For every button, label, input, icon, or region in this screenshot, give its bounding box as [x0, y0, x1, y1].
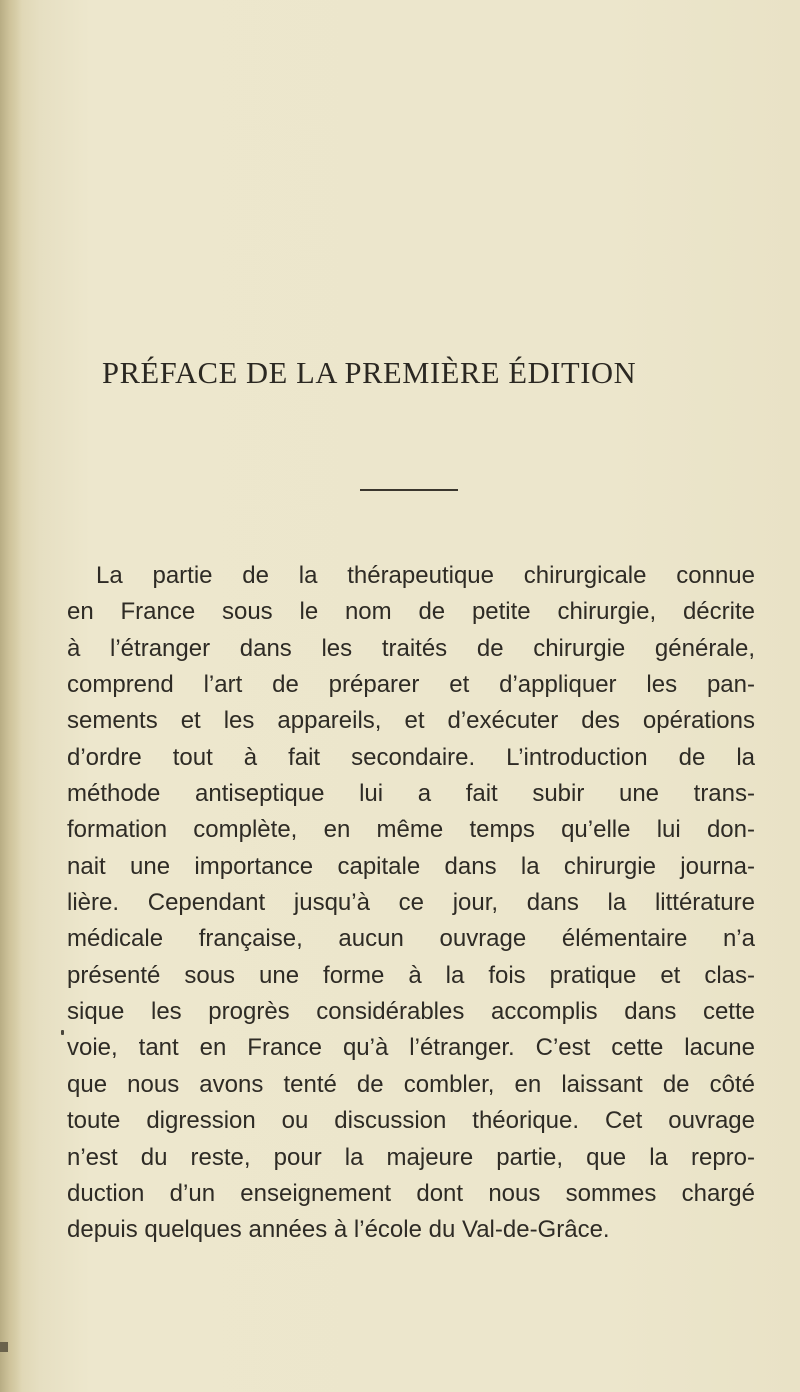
paragraph-line: duction d’un enseignement dont nous sommes chargé — [67, 1179, 755, 1207]
paragraph-line: que nous avons tenté de combler, en laissant de côté — [67, 1070, 755, 1098]
paragraph-line: comprend l’art de préparer et d’appliquer les pan- — [67, 671, 755, 699]
body-paragraph — [67, 558, 755, 1249]
binding-mark — [0, 1342, 8, 1352]
margin-speck — [61, 1030, 64, 1035]
paragraph-line: sique les progrès considérables accomplis dans cette — [67, 998, 755, 1026]
paragraph-line: lière. Cependant jusqu’à ce jour, dans la littérature — [67, 889, 755, 917]
paragraph-line: voie, tant en France qu’à l’étranger. C’est cette lacune — [67, 1034, 755, 1062]
paragraph-line: méthode antiseptique lui a fait subir une trans- — [67, 780, 755, 808]
paragraph-line: n’est du reste, pour la majeure partie, que la repro- — [67, 1143, 755, 1171]
paragraph-line: en France sous le nom de petite chirurgie, décrite — [67, 598, 755, 626]
paragraph-line: sements et les appareils, et d’exécuter des opérations — [67, 707, 755, 735]
paragraph-line: d’ordre tout à fait secondaire. L’introduction de la — [67, 743, 755, 771]
paragraph-line: nait une importance capitale dans la chirurgie journa- — [67, 852, 755, 880]
paragraph-line: toute digression ou discussion théorique. Cet ouvrage — [67, 1107, 755, 1135]
page-binding-edge — [0, 0, 22, 1392]
paragraph-line: à l’étranger dans les traités de chirurgie générale, — [67, 634, 755, 662]
paragraph-line: médicale française, aucun ouvrage élémentaire n’a — [67, 925, 755, 953]
heading-divider — [360, 489, 458, 491]
paragraph-line: formation complète, en même temps qu’elle lui don- — [67, 816, 755, 844]
page-heading: PRÉFACE DE LA PREMIÈRE ÉDITION — [102, 356, 637, 390]
paragraph-line: La partie de la thérapeutique chirurgicale connue — [96, 562, 755, 589]
paragraph-line: depuis quelques années à l’école du Val-de-Grâce. — [67, 1216, 610, 1244]
paragraph-line: présenté sous une forme à la fois pratique et clas- — [67, 961, 755, 989]
